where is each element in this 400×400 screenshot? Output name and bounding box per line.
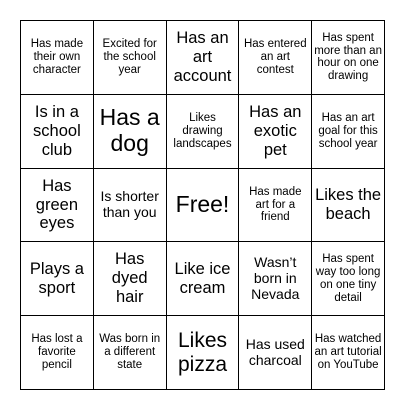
bingo-cell[interactable]: Has an art goal for this school year xyxy=(312,95,385,169)
bingo-cell[interactable]: Has a dog xyxy=(94,95,167,169)
bingo-cell[interactable]: Has made art for a friend xyxy=(239,169,312,243)
bingo-cell[interactable]: Is shorter than you xyxy=(94,169,167,243)
bingo-cell[interactable]: Has spent more than an hour on one drawing xyxy=(312,21,385,95)
bingo-cell[interactable]: Is in a school club xyxy=(21,95,94,169)
bingo-cell[interactable]: Likes pizza xyxy=(167,316,240,390)
bingo-cell[interactable]: Excited for the school year xyxy=(94,21,167,95)
bingo-cell[interactable]: Has entered an art contest xyxy=(239,21,312,95)
bingo-cell[interactable]: Has used charcoal xyxy=(239,316,312,390)
bingo-board xyxy=(20,20,385,390)
bingo-cell[interactable]: Has an art account xyxy=(167,21,240,95)
free-space-cell[interactable]: Free! xyxy=(167,169,240,243)
bingo-cell[interactable]: Has made their own character xyxy=(21,21,94,95)
bingo-cell[interactable]: Wasn’t born in Nevada xyxy=(239,242,312,316)
bingo-cell[interactable]: Likes drawing landscapes xyxy=(167,95,240,169)
bingo-cell[interactable]: Plays a sport xyxy=(21,242,94,316)
bingo-cell[interactable]: Has lost a favorite pencil xyxy=(21,316,94,390)
bingo-cell[interactable]: Was born in a different state xyxy=(94,316,167,390)
bingo-cell[interactable]: Like ice cream xyxy=(167,242,240,316)
bingo-cell[interactable]: Has dyed hair xyxy=(94,242,167,316)
bingo-cell[interactable]: Has watched an art tutorial on YouTube xyxy=(312,316,385,390)
bingo-cell[interactable]: Has green eyes xyxy=(21,169,94,243)
bingo-cell[interactable]: Has an exotic pet xyxy=(239,95,312,169)
bingo-cell[interactable]: Likes the beach xyxy=(312,169,385,243)
bingo-cell[interactable]: Has spent way too long on one tiny detail xyxy=(312,242,385,316)
